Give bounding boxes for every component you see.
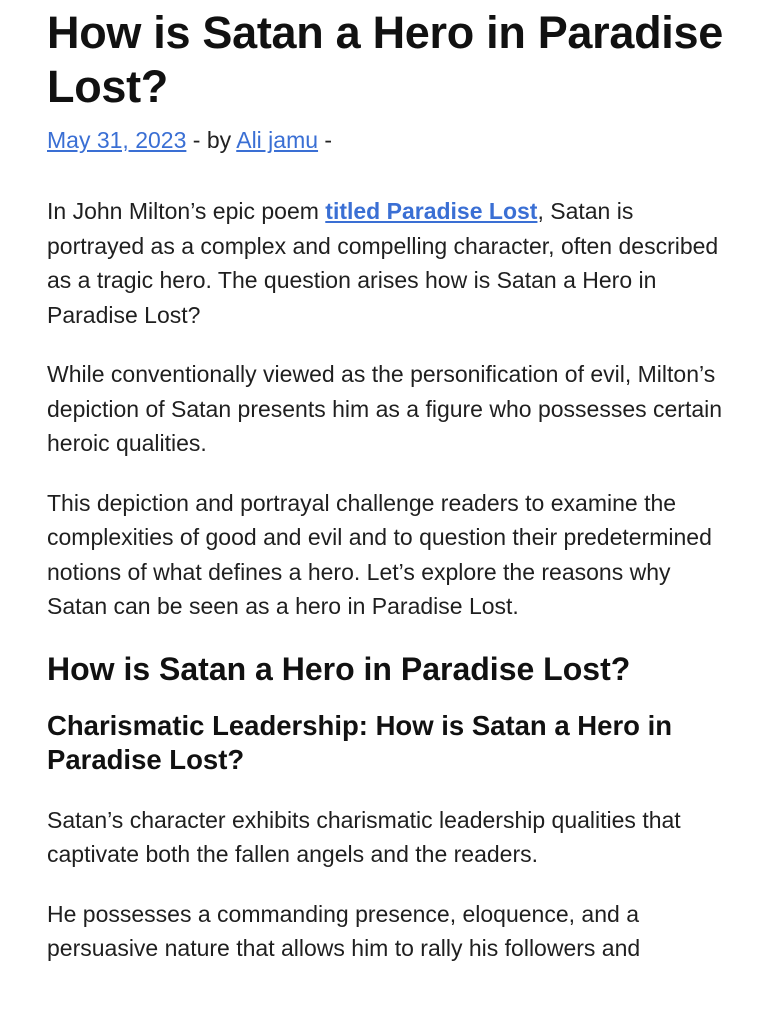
section-heading: How is Satan a Hero in Paradise Lost? <box>47 650 631 687</box>
post-date-link[interactable]: May 31, 2023 <box>47 127 187 153</box>
paragraph-conventional-view: While conventionally viewed as the personification of evil, Milton’s depiction of Satan presents him as a figure who possesses certain heroic qualities. <box>47 361 723 456</box>
paragraph-presence: He possesses a commanding presence, eloquence, and a persuasive nature that allows him to rally his followers and <box>47 900 641 961</box>
paragraph-intro-end: , Satan is portrayed as a complex and compelling character, often described as a tragic hero. The question arises how is Satan a Hero in Paradise Lost? <box>47 198 719 328</box>
paragraph-charisma: Satan’s character exhibits charismatic leadership qualities that captivate both the fallen angels and the readers. <box>47 806 681 867</box>
paradise-lost-link[interactable]: titled Paradise Lost <box>325 198 538 224</box>
byline-separator: - by <box>186 127 237 153</box>
article-body <box>47 194 727 966</box>
subsection-heading: Charismatic Leadership: How is Satan a Hero in Paradise Lost? <box>47 709 673 775</box>
byline-separator-end: - <box>318 127 333 153</box>
paragraph-intro <box>47 194 727 332</box>
paragraph-intro-start: In John Milton’s epic poem <box>47 198 326 224</box>
author-link[interactable]: Ali jamu <box>236 127 319 153</box>
article-title: How is Satan a Hero in Paradise Lost? <box>47 7 723 112</box>
article <box>47 6 727 991</box>
byline <box>47 124 727 156</box>
paragraph-depiction: This depiction and portrayal challenge readers to examine the complexities of good and evil and to question their predetermined notions of what defines a hero. Let’s explore the reasons why Satan can be seen as a hero in Paradise Lost. <box>47 489 712 619</box>
